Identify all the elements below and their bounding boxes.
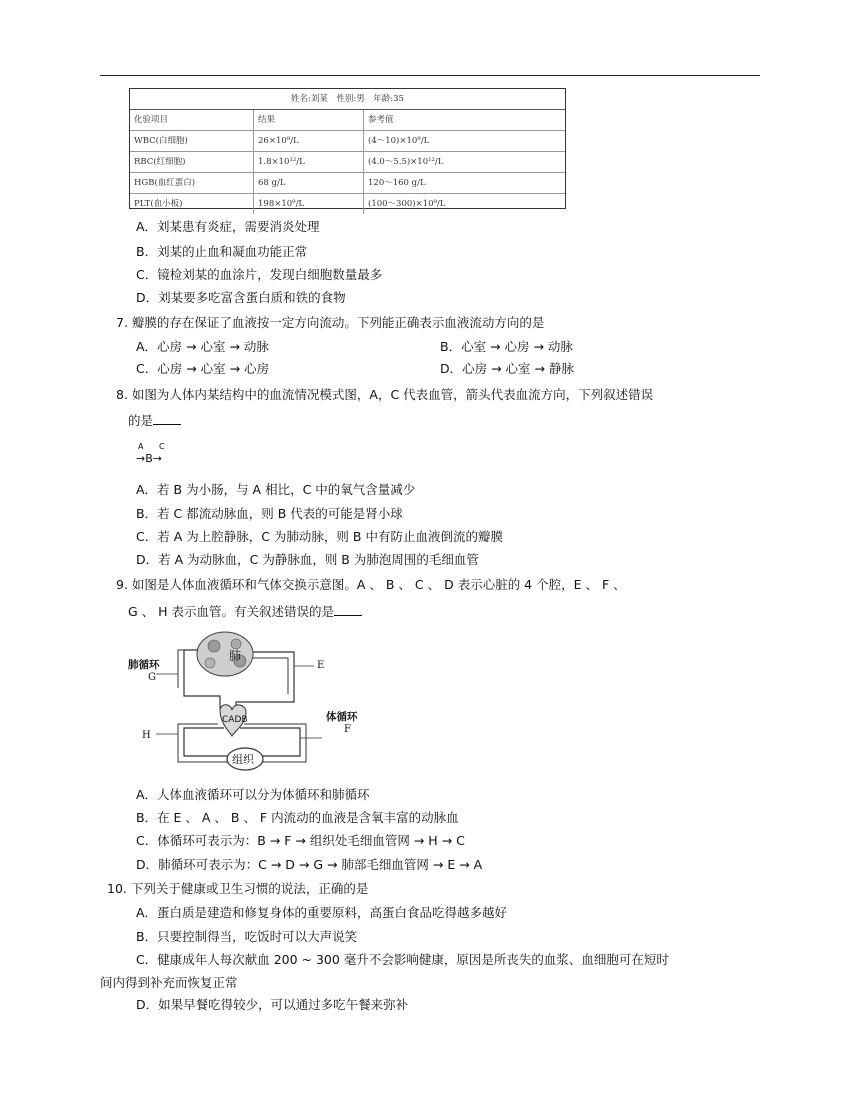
q9-option-b: B．在 E 、 A 、 B 、 F 内流动的血液是含氧丰富的动脉血: [136, 810, 459, 825]
answer-blank: [153, 412, 181, 425]
table-cell: 68 g/L: [254, 173, 364, 193]
q8-flow-arrows: →B→: [136, 452, 162, 465]
q10-option-c-line1: C．健康成年人每次献血 200 ~ 300 毫升不会影响健康，原因是所丧失的血浆、血细胞可在短时: [136, 952, 669, 967]
table-column-headers: [130, 110, 565, 131]
lab-report-table: [129, 88, 566, 209]
table-cell: 1.8×10¹²/L: [254, 152, 364, 172]
vessel-f-label: F: [344, 724, 351, 735]
answer-blank: [334, 603, 362, 616]
q6-option-b: B．刘某的止血和凝血功能正常: [136, 244, 308, 259]
q10-stem: 10. 下列关于健康或卫生习惯的说法，正确的是: [107, 881, 369, 896]
q9-stem-text: G 、 H 表示血管。有关叙述错误的是: [128, 604, 335, 619]
table-cell: 120～160 g/L: [368, 178, 426, 188]
q10-option-a: A．蛋白质是建造和修复身体的重要原料，高蛋白食品吃得越多越好: [136, 905, 508, 920]
table-cell: (4.0～5.5)×10¹²/L: [368, 157, 444, 167]
q8-option-c: C．若 A 为上腔静脉，C 为肺动脉，则 B 中有防止血液倒流的瓣膜: [136, 529, 503, 544]
vessel-e-label: E: [317, 660, 325, 671]
q7-stem: 7. 瓣膜的存在保证了血液按一定方向流动。下列能正确表示血液流动方向的是: [116, 315, 545, 330]
table-row: [130, 152, 565, 173]
table-header: 姓名:刘某 性别:男 年龄:35: [130, 89, 565, 110]
q10-option-b: B．只要控制得当，吃饭时可以大声说笑: [136, 929, 358, 944]
column-header: 化验项目: [130, 110, 254, 130]
q9-option-a: A．人体血液循环可以分为体循环和肺循环: [136, 787, 370, 802]
lung-label: 肺: [229, 649, 242, 663]
tissue-label: 组织: [232, 753, 254, 766]
q8-label-a: A: [138, 442, 144, 451]
q9-stem-line2: [128, 603, 362, 621]
lung-illustration: [197, 632, 253, 676]
q8-option-a: A．若 B 为小肠，与 A 相比，C 中的氧气含量减少: [136, 482, 416, 497]
systemic-circulation-label: 体循环: [326, 711, 358, 723]
q8-stem-text: 的是: [128, 413, 154, 428]
table-cell: 198×10⁹/L: [254, 194, 364, 214]
table-cell: 26×10⁹/L: [254, 131, 364, 151]
q8-option-b: B．若 C 都流动脉血，则 B 代表的可能是肾小球: [136, 506, 403, 521]
q8-option-d: D．若 A 为动脉血，C 为静脉血，则 B 为肺泡周围的毛细血管: [136, 552, 479, 567]
table-cell: HGB(血红蛋白): [130, 173, 254, 193]
q9-option-d: D．肺循环可表示为：C → D → G → 肺部毛细血管网 → E → A: [136, 857, 483, 872]
q6-option-a: A．刘某患有炎症，需要消炎处理: [136, 219, 320, 234]
q8-stem-line1: 8. 如图为人体内某结构中的血流情况模式图，A，C 代表血管，箭头代表血流方向，下列叙述错误: [116, 387, 654, 402]
pulmonary-circulation-label: 肺循环: [128, 659, 160, 671]
header-rule: [100, 75, 760, 76]
q8-stem-line2: [128, 412, 181, 430]
table-cell: PLT(血小板): [130, 194, 254, 214]
q9-option-c: C．体循环可表示为：B → F → 组织处毛细血管网 → H → C: [136, 833, 465, 848]
q7-option-a: A．心房 → 心室 → 动脉: [136, 339, 269, 354]
table-cell: WBC(白细胞): [130, 131, 254, 151]
vessel-g-label: G: [148, 672, 156, 683]
heart-chambers-label: CADB: [222, 715, 248, 725]
q6-option-d: D．刘某要多吃富含蛋白质和铁的食物: [136, 290, 346, 305]
q7-option-b: B．心室 → 心房 → 动脉: [440, 339, 573, 354]
column-header: 结果: [254, 110, 364, 130]
table-cell: (100～300)×10⁹/L: [368, 199, 446, 209]
table-row: [130, 131, 565, 152]
table-row: [130, 173, 565, 194]
q7-option-d: D．心房 → 心室 → 静脉: [440, 361, 574, 376]
table-cell: RBC(红细胞): [130, 152, 254, 172]
q9-stem-line1: 9. 如图是人体血液循环和气体交换示意图。A 、 B 、 C 、 D 表示心脏的 4 个腔，E 、 F 、: [116, 577, 626, 592]
circulation-diagram: [128, 628, 368, 776]
q8-label-c: C: [159, 442, 165, 451]
q10-option-c-line2: 间内得到补充而恢复正常: [100, 975, 238, 990]
table-row: [130, 194, 565, 214]
q7-option-c: C．心房 → 心室 → 心房: [136, 361, 270, 376]
vessel-h-label: H: [142, 730, 151, 741]
column-header: 参考值: [368, 115, 394, 125]
q10-option-d: D．如果早餐吃得较少，可以通过多吃午餐来弥补: [136, 997, 409, 1012]
table-cell: (4～10)×10⁹/L: [368, 136, 430, 146]
q6-option-c: C．镜检刘某的血涂片，发现白细胞数量最多: [136, 267, 383, 282]
